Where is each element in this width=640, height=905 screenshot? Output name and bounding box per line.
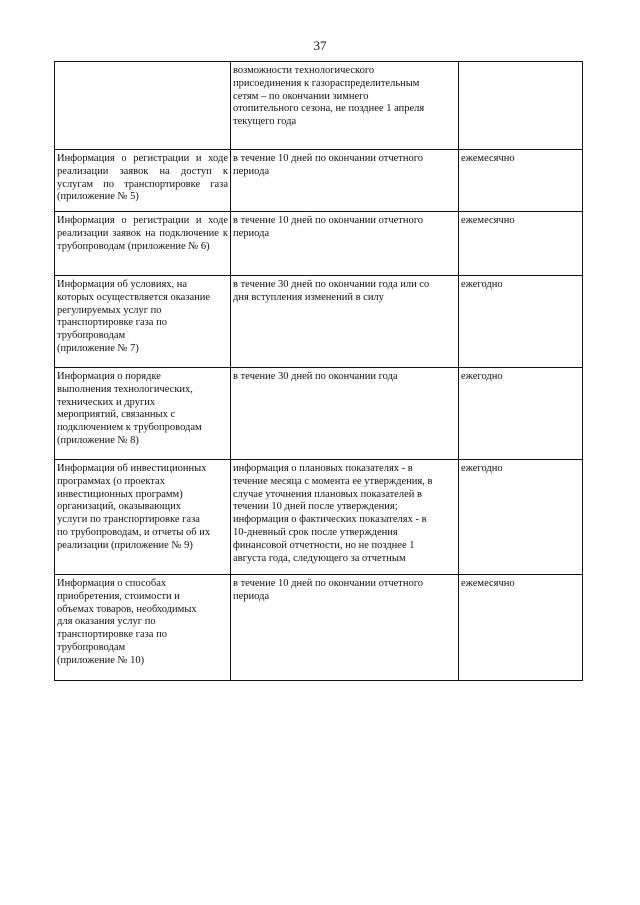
info-cell [55,276,231,368]
frequency-cell [459,575,583,681]
frequency-cell [459,460,583,575]
frequency-cell [459,276,583,368]
info-cell [55,62,231,150]
frequency-text: ежемесячно [461,578,515,589]
info-cell [55,575,231,681]
info-cell [55,212,231,276]
info-text: Информация о регистрации и ходе реализации заявок на подключение к трубопроводам (приложение № 6) [57,215,228,252]
deadline-text: в течение 10 дней по окончании отчетного периода [233,215,424,239]
frequency-cell [459,62,583,150]
table-row [55,150,583,212]
deadline-text: возможности технологического присоединения к газораспределительным сетям – по окончании зимнего отопительного сезона, не позднее 1 апреля текущего года [233,65,425,128]
info-cell [55,150,231,212]
frequency-text: ежегодно [461,279,503,290]
deadline-text: информация о плановых показателях - в течение месяца с момента ее утверждения, в случае уточнения плановых показателей в течении 10 дней после утверждения; информация о фактических показателях - в 10-дневный срок после утверждения финансовой отчетности, но не позднее 1 августа года, следующего за отчетным [233,463,433,564]
info-text: Информация о способах приобретения, стоимости и объемах товаров, необходимых для оказания услуг по транспортировке газа по трубопроводам (приложение № 10) [57,578,197,666]
deadline-cell [231,276,459,368]
deadline-cell [231,62,459,150]
deadline-cell [231,460,459,575]
table-row [55,368,583,460]
frequency-text: ежемесячно [461,215,515,226]
frequency-cell [459,150,583,212]
deadline-text: в течение 30 дней по окончании года или со дня вступления изменений в силу [233,279,430,303]
info-cell [55,460,231,575]
frequency-text: ежегодно [461,371,503,382]
disclosure-table [54,61,583,681]
deadline-text: в течение 10 дней по окончании отчетного периода [233,153,424,177]
deadline-cell [231,575,459,681]
deadline-text: в течение 30 дней по окончании года [233,371,398,382]
info-text: Информация о регистрации и ходе реализации заявок на доступ к услугам по транспортировке газа (приложение № 5) [57,153,228,203]
table-row [55,575,583,681]
info-text: Информация об условиях, на которых осуществляется оказание регулируемых услуг по транспортировке газа по трубопроводам (приложение № 7) [57,279,211,354]
deadline-cell [231,150,459,212]
deadline-cell [231,368,459,460]
frequency-text: ежегодно [461,463,503,474]
info-cell [55,368,231,460]
table-row [55,460,583,575]
table-row [55,276,583,368]
frequency-text: ежемесячно [461,153,515,164]
page-number: 37 [313,38,327,53]
deadline-cell [231,212,459,276]
info-text: Информация об инвестиционных программах (о проектах инвестиционных программ) организаций, оказывающих услуги по транспортировке газа по трубопроводам, и отчеты об их реализации (приложение № 9) [57,463,211,551]
frequency-cell [459,212,583,276]
info-text: Информация о порядке выполнения технологических, технических и других мероприятий, связанных с подключением к трубопроводам (приложение № 8) [57,371,202,446]
table-row [55,62,583,150]
frequency-cell [459,368,583,460]
deadline-text: в течение 10 дней по окончании отчетного периода [233,578,424,602]
table-row [55,212,583,276]
